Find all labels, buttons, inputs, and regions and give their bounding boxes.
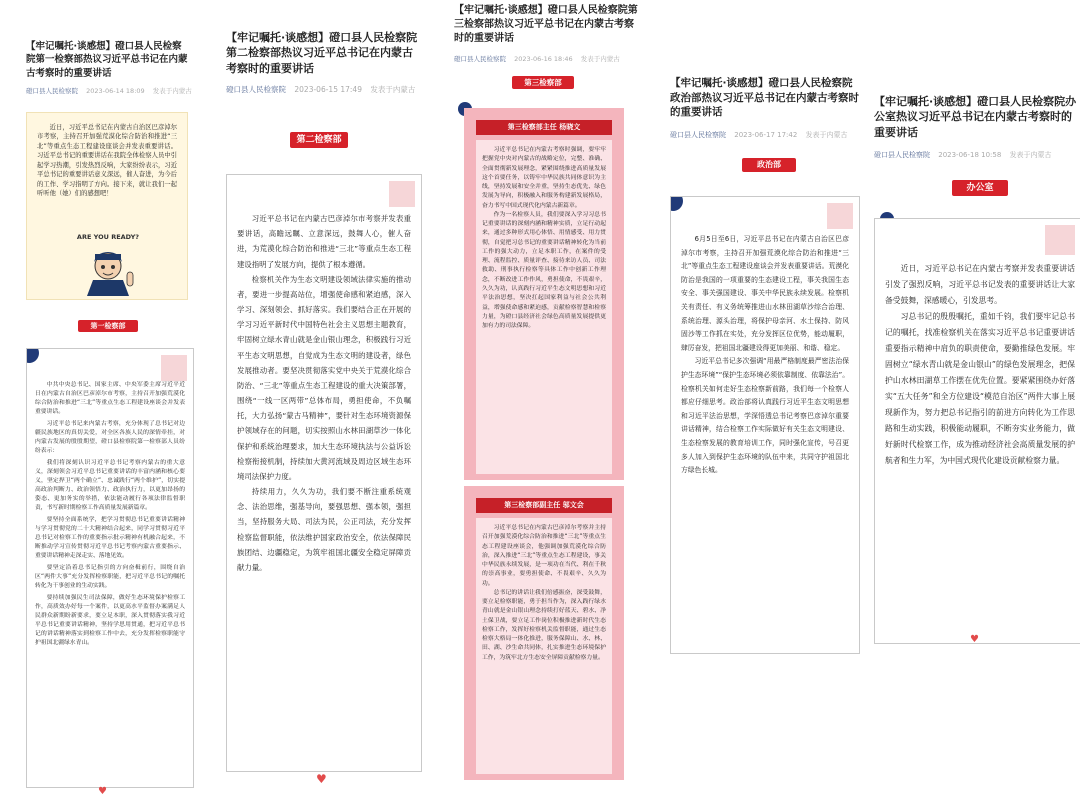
publish-time: 2023-06-15 17:49 <box>294 85 362 94</box>
article-body <box>482 524 606 770</box>
cartoon-illustration <box>73 233 143 295</box>
account-link[interactable]: 磴口县人民检察院 <box>226 85 286 94</box>
corner-decoration <box>389 181 415 207</box>
body-paragraph: 习近平总书记来内蒙古考察，充分体现了总书记对边疆民族地区的真切关爱，对全区各族人民的深情牵挂，对内蒙古发展的殷殷期望，磴口县检察院第一检察部人员纷纷表示： <box>35 420 185 454</box>
article-title: 【牢记嘱托·谈感想】磴口县人民检察院第一检察部热议习近平总书记在内蒙古考察时的重要讲话 <box>26 41 188 79</box>
article-title: 【牢记嘱托·谈感想】磴口县人民检察院办公室热议习近平总书记在内蒙古考察时的重要讲话 <box>874 95 1077 139</box>
account-link[interactable]: 磴口县人民检察院 <box>454 55 506 63</box>
department-badge: 办公室 <box>952 180 1008 196</box>
article-column-5 <box>866 86 1080 680</box>
section-heading: 第三检察部副主任 邬文会 <box>476 498 612 513</box>
corner-decoration <box>161 355 187 381</box>
body-paragraph: 习近平总书记在内蒙古考察时强调，要牢牢把握党中央对内蒙古的战略定位，完整、准确、全面贯彻新发展理念，紧紧围绕推进高质量发展这个首要任务，以铸牢中华民族共同体意识为主线，坚持发展和安全并重，坚持生态优先、绿色发展为导向，积极融入和服务构建新发展格局，奋力书写中国式现代化内蒙古新篇章。 <box>482 147 606 209</box>
article-title: 【牢记嘱托·谈感想】磴口县人民检察院第三检察部热议习近平总书记在内蒙古考察时的重要讲话 <box>454 5 638 44</box>
department-badge: 第二检察部 <box>290 132 348 148</box>
body-paragraph: 作为一名检察人员，我们要深入学习习总书记重要讲话的深刻内涵和精神实质，立足行动起来，通过多种形式用心体悟、用情感受、用力贯彻，自觉把习总书记的重要讲话精神转化为当前工作的强大动力，立足本职工作，在案件的受理、流程监控、质量评查、接待来访人员、司法救助、刑事执行检察等具体工作中创新工作理念，不断改进工作作风，勇担使命，不畏艰辛，久久为功，认真践行习近平生态文明思想和习近平法治思想，坚决扛起国家利益与社会公共利益，増强使命感和紧迫感，贡献检察智慧和检察力量，为磴口县经济社会绿色高质量发展提供更加有力的司法保障。 <box>482 211 606 330</box>
article-meta <box>454 54 640 63</box>
article-meta <box>874 150 1078 160</box>
article-body <box>681 233 849 647</box>
intro-box <box>26 112 188 300</box>
article-column-3 <box>446 0 642 788</box>
article-column-4 <box>660 66 866 676</box>
heart-icon: ♥ <box>98 786 107 797</box>
publish-time: 2023-06-18 10:58 <box>938 151 1002 159</box>
cartoon-caption: ARE YOU READY? <box>76 233 140 241</box>
article-body <box>482 146 606 470</box>
heart-icon: ♥ <box>316 772 327 786</box>
publish-time: 2023-06-14 18:09 <box>86 87 145 95</box>
body-paragraph: 习近平总书记在内蒙古巴彦淖尔市考察并发表重要讲话，高瞻远瞩、立意深远，鼓舞人心，催人奋进，为荒漠化综合防治和推进“三北”等重点生态工程建设指明了发展方向，提供了根本遵循。 <box>237 214 411 269</box>
department-badge: 第三检察部 <box>512 76 574 89</box>
article-meta <box>670 130 864 140</box>
body-paragraph: 要坚持全面系统学，把学习贯彻总书记重要讲话精神与学习贯彻党的二十大精神结合起来，同学习贯彻习近平总书记对检察工作的重要指示批示精神有机融合起来，不断推动学习宣传贯彻习近平总书记考察内蒙古重要指示、重要讲话精神走深走实、落地见效。 <box>35 516 185 559</box>
account-link[interactable]: 磴口县人民检察院 <box>670 131 726 139</box>
body-paragraph: 习近平总书记多次强调“用最严格制度最严密法治保护生态环境”“保护生态环境必须依靠制度、依靠法治”。检察机关如何走好生态检察新前路，我们每一个检察人都应仔细思考。政治部将认真践行习近平生态文明思想和习近平法治思想，学深悟透总书记考察巴彦淖尔重要讲话精神，结合检察工作实际做好有关生态文明建设、生态检察发展的教育培训工作，同时强化宣传，号召更多人加入到保护生态环境的队伍中来，共同守护祖国北方绿色长城。 <box>681 357 849 475</box>
section-body-box <box>476 140 612 474</box>
article-meta <box>26 86 194 95</box>
body-paragraph: 习总书记的殷殷嘱托，重如千钧，我们要牢记总书记的嘱托，找准检察机关在落实习近平总书记重要讲话重要指示精神中肩负的职责使命，要勤推绿色发展。牢固树立“绿水青山就是金山银山”的绿色发展理念，把保护山水林田湖草工作摆在优先位置。要紧紧围绕办好落实“五大任务”和全方位建设“模范自治区”两件大事上展现新作为，努力把总书记指引的前进方向转化为工作思路和生动实践，积极能动履职，不断夯实业务能力，做好新时代检察工作，成为推动经济社会高质量发展的护航者和生力军，为中国式现代化建设贡献检察力量。 <box>885 311 1075 465</box>
article-column-1 <box>14 26 198 806</box>
section-panel-2 <box>464 486 624 780</box>
account-link[interactable]: 磴口县人民检察院 <box>874 151 930 159</box>
publish-location: 发表于内蒙古 <box>580 55 620 63</box>
section-body-box <box>476 518 612 774</box>
intro-text: 近日，习近平总书记在内蒙古自治区巴彦淖尔市考察，主持召开加强荒漠化综合防治和推进“三北”等重点生态工程建设座谈会并发表重要讲话。习近平总书记的重要讲话在我院全体检察人员中引起学习热潮，引发热烈反响，大家纷纷表示，习近平总书记的重要讲话意义深远，催人奋进，为今后的工作、学习指明了方向。接下来，就让我们一起听听他（她）们的感想吧！ <box>37 124 177 198</box>
body-paragraph: 要坚定沿着总书记指引的方向奋楫前行，围绕自治区“两件大事”充分发挥检察职能，把习近平总书记的嘱托转化为干事创业的生动实践。 <box>35 564 185 589</box>
article-meta <box>226 84 426 95</box>
article-title: 【牢记嘱托·谈感想】磴口县人民检察院第二检察部热议习近平总书记在内蒙古考察时的重要讲话 <box>226 31 418 75</box>
body-paragraph: 我们将深刻认识习近平总书记考察内蒙古的重大意义，深刻领会习近平总书记重要讲话的丰富内涵和核心要义，坚定捍卫“两个确立”、忠诚践行“两个维护”，切实提高政治判断力、政治领悟力、政治执行力，以更加昂扬的姿态、更加务实的举措，依法能动履行各项法律监督职责，书写新时期检察工作高质量发展新篇章。 <box>35 459 185 511</box>
body-paragraph: 要持续加强民生司法保障，做好生态环境保护检察工作，高质效办好每一个案件，以更高水平监督办案满足人民群众新期盼新要求，要立足本职，深入贯彻落实我习近平总书记重要讲话精神，坚持学思用贯通，把习近平总书记的讲话精神落实到检察工作中去，充分发挥检察职能守护祖国北疆绿水青山。 <box>35 594 185 646</box>
department-badge: 第一检察部 <box>78 320 138 332</box>
publish-location: 发表于内蒙古 <box>152 87 192 95</box>
corner-decoration <box>827 203 853 229</box>
officer-cartoon-icon <box>73 242 143 296</box>
body-paragraph: 持续用力，久久为功，我们要不断注重系统观念、法治思维，强基导向，要强思想、强本领，强担当，坚持服务大局、司法为民，公正司法，充分发挥检察监督职能，依法维护国家政治安全，依法保障民族团结、边疆稳定，为筑牢祖国北疆安全稳定屏障贡献力量。 <box>237 487 411 572</box>
body-paragraph: 习近平总书记在内蒙古巴彦淖尔考察并主持召开加强荒漠化综合防治和推进“三北”等重点生态工程建设座谈会，他强调加强荒漠化综合防治，深入推进“三北”等重点生态工程建设，事关中华民族永续发展，是一项功在当代、利在千秋的崇高事业，要勇担使命、不畏艰辛、久久为功。 <box>482 525 606 587</box>
article-body <box>237 211 411 767</box>
body-paragraph: 总书记的讲话让我们倍感振奋，深受鼓舞，要立足检察职能，勇于担当作为，深入践行绿水青山就是金山银山理念持续打好蓝天、碧水、净土保卫战，要立足工作岗位积极推进新时代生态检察工作，发挥好检察机关监督职能，通过生态检察大格局一体化推进，服务保障山、水、林、田、湖、沙生命共同体，扎实推进生态环境保护工作，为筑牢北方生态安全屏障贡献检察力量。 <box>482 589 606 661</box>
circle-decoration <box>670 196 683 211</box>
publish-time: 2023-06-16 18:46 <box>514 55 573 63</box>
content-frame <box>670 196 860 654</box>
body-paragraph: 中共中央总书记、国家主席、中央军委主席习近平近日在内蒙古自治区巴彦淖尔市考察，主持召开加强荒漠化综合防治和推进“三北”等重点生态工程建设座谈会并发表重要讲话。 <box>35 382 185 415</box>
article-body <box>885 261 1075 639</box>
section-heading: 第三检察部主任 杨晓文 <box>476 120 612 135</box>
content-frame <box>226 174 422 772</box>
content-frame <box>874 218 1080 644</box>
department-badge: 政治部 <box>742 158 796 172</box>
article-title: 【牢记嘱托·谈感想】磴口县人民检察院政治部热议习近平总书记在内蒙古考察时的重要讲话 <box>670 77 859 119</box>
article-body <box>35 381 185 781</box>
body-paragraph: 6月5日至6日，习近平总书记在内蒙古自治区巴彦淖尔市考察，主持召开加强荒漠化综合防治和推进“三北”等重点生态工程建设座谈会并发表重要讲话。荒漠化防治是我国的一项重要的生态建设工程，事关我国生态安全、事关强国建设、事关中华民族永续发展。检察机关有责任、有义务统筹推进山水林田湖草沙综合治理、系统治理、源头治理，将保护母亲河、水土保持、防风固沙等工作抓在实处，充分发挥区位优势，能动履职，肆厉奋发，把祖国北疆建设得更加美丽、和谐、稳定。 <box>681 235 849 352</box>
account-link[interactable]: 磴口县人民检察院 <box>26 87 78 95</box>
corner-decoration <box>1045 225 1075 255</box>
body-paragraph: 检察机关作为生态文明建设领域法律实施的推动者，要进一步提高站位，增强使命感和紧迫感，深入学习、深刻领会、抓好落实。我们要结合正在开展的学习习近平新时代中国特色社会主义思想主题教育，牢固树立绿水青山就是金山银山理念，积极践行习近平生态文明思想，自觉成为生态文明的建设者，绿色发展推动者。要坚决贯彻落实党中央关于荒漠化综合防治、“三北”等重点生态工程建设的重大决策部署，围绕“一线一区两带”总体布局，勇担使命，不负嘱托，大力弘扬“蒙古马精神”，要针对生态环境资源保护领域存在的问题，切实按照山水林田湖草沙一体化保护和系统治理要求，加大生态环境执法与公益诉讼检察衔接机制，持续加大黄河流域及周边区域生态环境司法保护力度。 <box>237 274 411 481</box>
heart-icon: ♥ <box>970 634 979 645</box>
publish-location: 发表于内蒙古 <box>1009 151 1052 159</box>
publish-location: 发表于内蒙古 <box>805 131 848 139</box>
circle-decoration <box>26 348 39 363</box>
article-column-2 <box>218 20 430 810</box>
publish-time: 2023-06-17 17:42 <box>734 131 798 139</box>
body-paragraph: 近日，习近平总书记在内蒙古考察并发表重要讲话引发了强烈反响，习近平总书记发表的重要讲话让大家备受鼓舞，深感暖心，引发思考。 <box>885 264 1075 305</box>
section-panel-1 <box>464 108 624 480</box>
content-frame <box>26 348 194 788</box>
publish-location: 发表于内蒙古 <box>370 85 416 94</box>
